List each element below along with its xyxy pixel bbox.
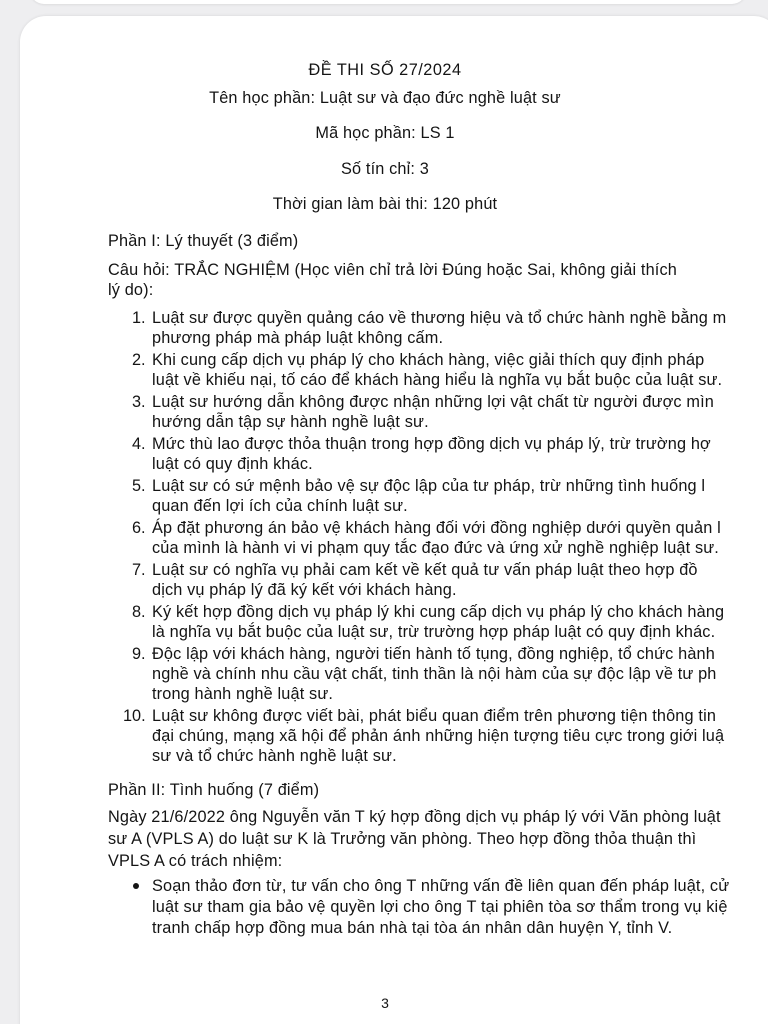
question-prompt-line1: Câu hỏi: TRẮC NGHIỆM (Học viên chỉ trả lời Đúng hoặc Sai, không giải thích bbox=[108, 261, 677, 279]
exam-title: ĐỀ THI SỐ 27/2024 bbox=[308, 61, 462, 79]
item-10-line3: sư và tổ chức hành nghề luật sư. bbox=[152, 747, 397, 765]
case-paragraph-line3: VPLS A có trách nhiệm: bbox=[108, 852, 283, 870]
course-name: Tên học phần: Luật sư và đạo đức nghề luật sư bbox=[209, 89, 561, 107]
item-3-line1: Luật sư hướng dẫn không được nhận những lợi vật chất từ người được mìn bbox=[152, 393, 714, 411]
part1-heading: Phần I: Lý thuyết (3 điểm) bbox=[108, 232, 299, 250]
item-number-6: 6. bbox=[132, 519, 146, 537]
item-number-8: 8. bbox=[132, 603, 146, 621]
bullet-line3: tranh chấp hợp đồng mua bán nhà tại tòa án nhân dân huyện Y, tỉnh V. bbox=[152, 919, 673, 937]
item-8-line1: Ký kết hợp đồng dịch vụ pháp lý khi cung cấp dịch vụ pháp lý cho khách hàng bbox=[152, 603, 725, 621]
item-5-line2: quan đến lợi ích của chính luật sư. bbox=[152, 497, 408, 515]
item-8-line2: là nghĩa vụ bắt buộc của luật sư, trừ trường hợp pháp luật có quy định khác. bbox=[152, 623, 716, 641]
item-6-line1: Áp đặt phương án bảo vệ khách hàng đối với đồng nghiệp dưới quyền quản l bbox=[152, 519, 721, 537]
item-2-line2: luật về khiếu nại, tố cáo để khách hàng hiểu là nghĩa vụ bắt buộc của luật sư. bbox=[152, 371, 723, 389]
item-number-4: 4. bbox=[132, 435, 146, 453]
item-number-7: 7. bbox=[132, 561, 146, 579]
item-number-3: 3. bbox=[132, 393, 146, 411]
item-9-line1: Độc lập với khách hàng, người tiến hành tố tụng, đồng nghiệp, tổ chức hành bbox=[152, 645, 715, 663]
bullet-line2: luật sư tham gia bảo vệ quyền lợi cho ông T tại phiên tòa sơ thẩm trong vụ kiệ bbox=[152, 898, 728, 916]
item-7-line2: dịch vụ pháp lý đã ký kết với khách hàng. bbox=[152, 581, 457, 599]
page-number: 3 bbox=[381, 995, 389, 1011]
part2-heading: Phần II: Tình huống (7 điểm) bbox=[108, 781, 320, 799]
item-3-line2: hướng dẫn tập sự hành nghề luật sư. bbox=[152, 413, 429, 431]
item-7-line1: Luật sư có nghĩa vụ phải cam kết về kết quả tư vấn pháp luật theo hợp đồ bbox=[152, 561, 698, 579]
item-5-line1: Luật sư có sứ mệnh bảo vệ sự độc lập của tư pháp, trừ những tình huống l bbox=[152, 477, 706, 495]
item-number-5: 5. bbox=[132, 477, 146, 495]
item-10-line1: Luật sư không được viết bài, phát biểu quan điểm trên phương tiện thông tin bbox=[152, 707, 717, 725]
item-number-1: 1. bbox=[132, 309, 146, 327]
item-number-2: 2. bbox=[132, 351, 146, 369]
exam-duration: Thời gian làm bài thi: 120 phút bbox=[272, 195, 498, 213]
previous-page-edge bbox=[30, 0, 746, 4]
item-4-line2: luật có quy định khác. bbox=[152, 455, 313, 473]
item-1-line2: phương pháp mà pháp luật không cấm. bbox=[152, 329, 444, 347]
bullet-icon bbox=[133, 883, 139, 889]
item-number-10: 10. bbox=[123, 707, 146, 725]
item-9-line2: nghề và chính nhu cầu vật chất, tinh thần là nội hàm của sự độc lập về tư ph bbox=[152, 665, 717, 683]
item-4-line1: Mức thù lao được thỏa thuận trong hợp đồng dịch vụ pháp lý, trừ trường hợ bbox=[152, 435, 711, 453]
bullet-line1: Soạn thảo đơn từ, tư vấn cho ông T những vấn đề liên quan đến pháp luật, cử bbox=[152, 877, 730, 895]
item-9-line3: trong hành nghề luật sư. bbox=[152, 685, 334, 703]
item-6-line2: của mình là hành vi vi phạm quy tắc đạo đức và ứng xử nghề nghiệp luật sư. bbox=[152, 539, 719, 557]
course-code: Mã học phần: LS 1 bbox=[315, 124, 455, 142]
case-paragraph-line2: sư A (VPLS A) do luật sư K là Trưởng văn phòng. Theo hợp đồng thỏa thuận thì bbox=[108, 830, 697, 848]
document-page bbox=[20, 16, 768, 1024]
item-2-line1: Khi cung cấp dịch vụ pháp lý cho khách hàng, việc giải thích quy định pháp bbox=[152, 351, 705, 369]
credits: Số tín chỉ: 3 bbox=[341, 160, 429, 178]
question-prompt-line2: lý do): bbox=[108, 281, 154, 299]
item-1-line1: Luật sư được quyền quảng cáo về thương hiệu và tổ chức hành nghề bằng m bbox=[152, 309, 727, 327]
item-number-9: 9. bbox=[132, 645, 146, 663]
case-paragraph-line1: Ngày 21/6/2022 ông Nguyễn văn T ký hợp đồng dịch vụ pháp lý với Văn phòng luật bbox=[108, 808, 721, 826]
item-10-line2: đại chúng, mạng xã hội để phản ánh những hiện tượng tiêu cực trong giới luậ bbox=[152, 727, 725, 745]
